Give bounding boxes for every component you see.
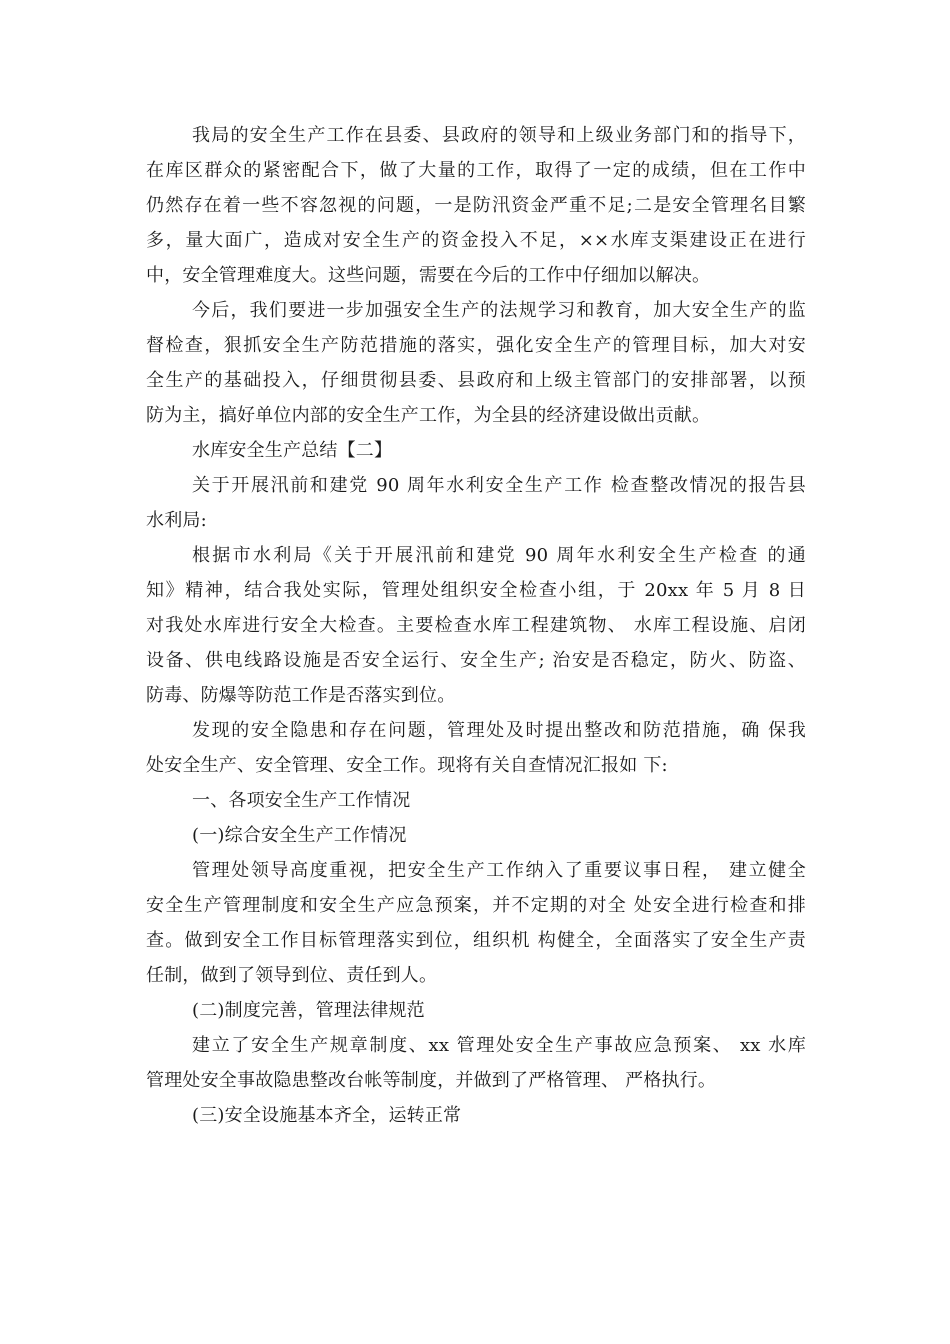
text-line: 管理处安全事故隐患整改台帐等制度，并做到了严格管理、 严格执行。 (146, 1070, 717, 1091)
text-line: 管理处领导高度重视，把安全生产工作纳入了重要议事日程， 建立健全 (192, 860, 806, 881)
text-line: 知》精神，结合我处实际，管理处组织安全检查小组，于 20xx 年 5 月 8 日 (146, 580, 806, 601)
text-line: 安全生产管理制度和安全生产应急预案，并不定期的对全 处安全进行检查和排 (146, 895, 806, 916)
text-line: 水利局: (146, 510, 207, 531)
text-line: 设备、供电线路设施是否安全运行、安全生产; 治安是否稳定，防火、防盗、 (146, 650, 806, 671)
text-line: 全生产的基础投入，仔细贯彻县委、县政府和上级主管部门的安排部署，以预 (146, 370, 806, 391)
text-line: (二)制度完善，管理法律规范 (192, 1000, 425, 1021)
text-line: 防为主，搞好单位内部的安全生产工作，为全县的经济建设做出贡献。 (146, 405, 711, 426)
text-line: 建立了安全生产规章制度、xx 管理处安全生产事故应急预案、 xx 水库 (192, 1035, 806, 1056)
text-line: 发现的安全隐患和存在问题，管理处及时提出整改和防范措施，确 保我 (192, 720, 806, 741)
text-line: 关于开展汛前和建党 90 周年水利安全生产工作 检查整改情况的报告县 (192, 475, 806, 496)
text-line: (三)安全设施基本齐全，运转正常 (192, 1105, 462, 1126)
text-line: 任制，做到了领导到位、责任到人。 (146, 965, 438, 986)
text-line: 督检查，狠抓安全生产防范措施的落实，强化安全生产的管理目标，加大对安 (146, 335, 806, 356)
text-line: 对我处水库进行安全大检查。主要检查水库工程建筑物、 水库工程设施、启闭 (146, 615, 806, 636)
text-line: 水库安全生产总结【二】 (192, 440, 393, 461)
text-line: 在库区群众的紧密配合下，做了大量的工作，取得了一定的成绩，但在工作中 (146, 160, 806, 181)
text-line: 防毒、防爆等防范工作是否落实到位。 (146, 685, 456, 706)
text-line: 处安全生产、安全管理、安全工作。现将有关自查情况汇报如 下: (146, 755, 668, 776)
text-line: 根据市水利局《关于开展汛前和建党 90 周年水利安全生产检查 的通 (192, 545, 806, 566)
document-page (146, 118, 806, 1133)
text-line: 中，安全管理难度大。这些问题，需要在今后的工作中仔细加以解决。 (146, 265, 711, 286)
text-line: 仍然存在着一些不容忽视的问题，一是防汛资金严重不足;二是安全管理名目繁 (146, 195, 806, 216)
text-line: (一)综合安全生产工作情况 (192, 825, 407, 846)
text-line: 查。做到安全工作目标管理落实到位，组织机 构健全，全面落实了安全生产责 (146, 930, 806, 951)
text-line: 一、各项安全生产工作情况 (192, 790, 411, 811)
text-line: 我局的安全生产工作在县委、县政府的领导和上级业务部门和的指导下， (192, 125, 806, 146)
text-line: 今后，我们要进一步加强安全生产的法规学习和教育，加大安全生产的监 (192, 300, 806, 321)
text-line: 多，量大面广，造成对安全生产的资金投入不足，××水库支渠建设正在进行 (146, 230, 806, 251)
